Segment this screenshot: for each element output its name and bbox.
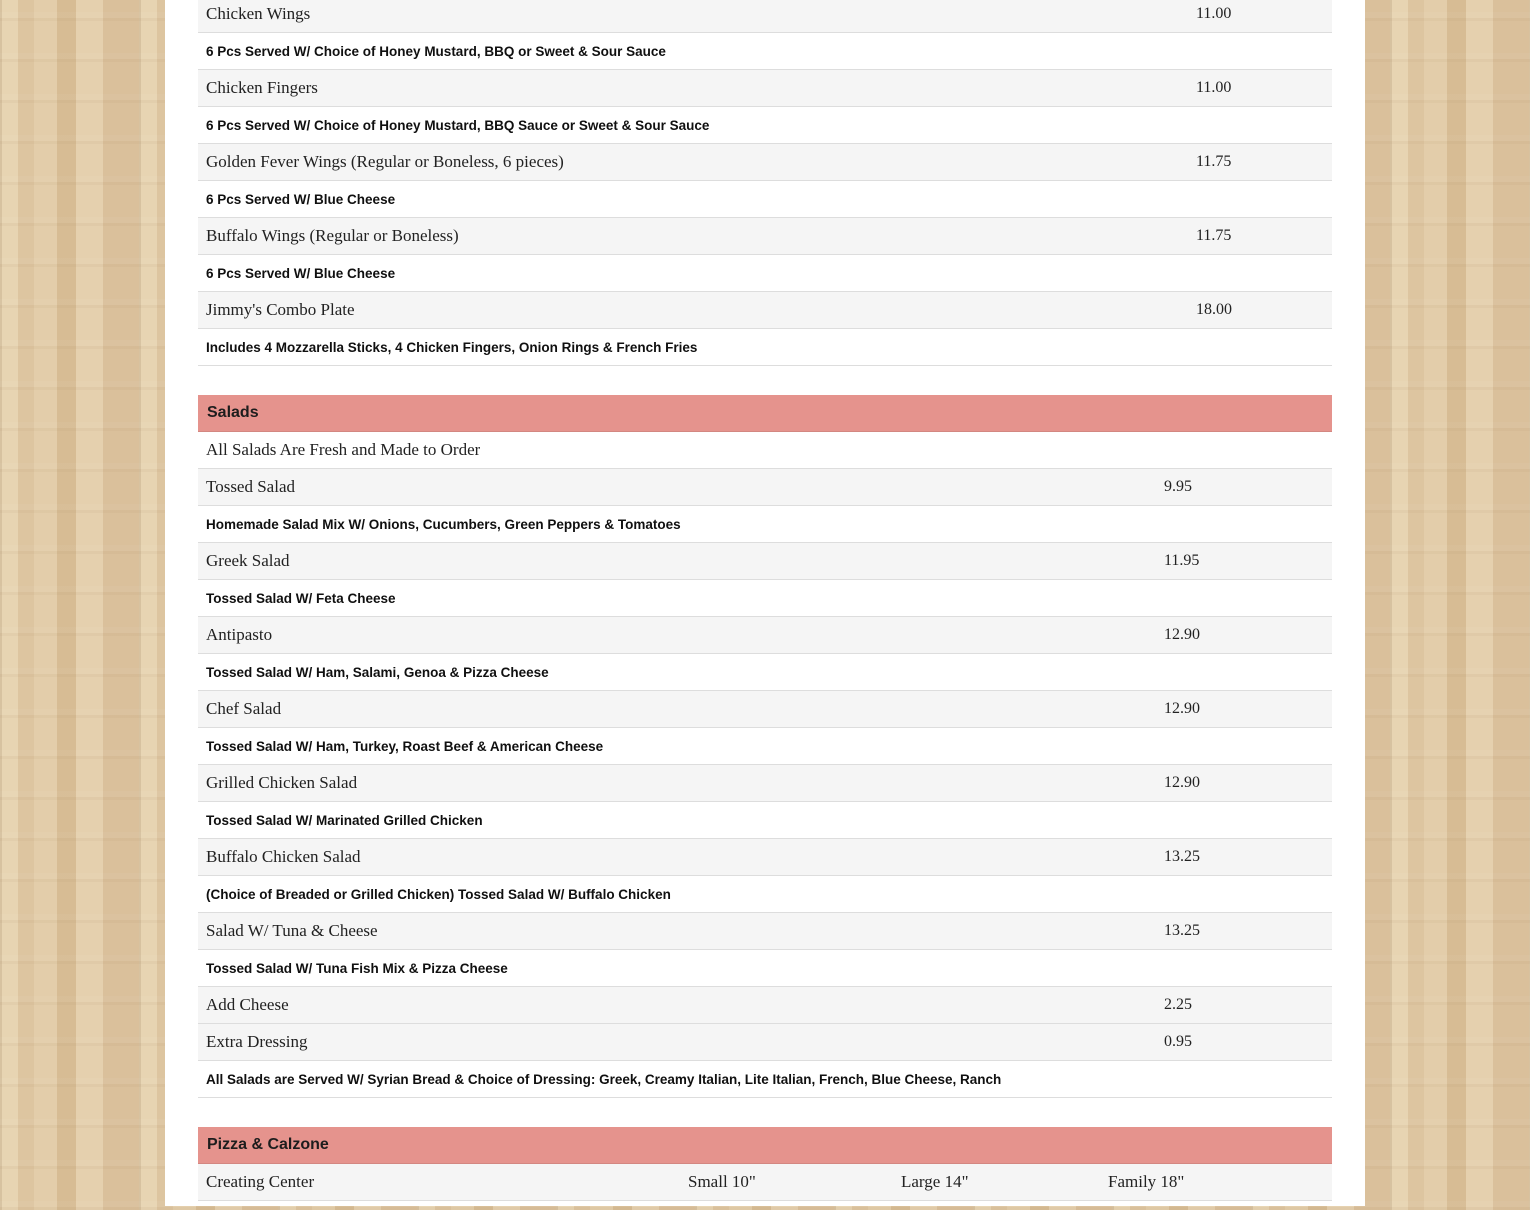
menu-item-price: 18.00 [1196, 301, 1232, 318]
size-columns-row [198, 1164, 1332, 1201]
menu-item-description: Tossed Salad W/ Ham, Salami, Genoa & Pizza Cheese [206, 664, 549, 680]
menu-item-row[interactable] [198, 617, 1332, 654]
section-note: All Salads Are Fresh and Made to Order [206, 440, 481, 459]
size-column-header: Family 18" [1108, 1172, 1185, 1191]
menu-item-price: 11.75 [1196, 227, 1232, 244]
menu-item-price: 12.90 [1164, 700, 1200, 717]
section-title: Salads [207, 404, 259, 421]
section-rows [198, 432, 1332, 1098]
menu-item-price: 11.95 [1164, 552, 1200, 569]
menu-item-name: Antipasto [206, 625, 273, 644]
section-rows [198, 1164, 1332, 1201]
menu-item-price: 12.90 [1164, 774, 1200, 791]
menu-item-description: Tossed Salad W/ Marinated Grilled Chicken [206, 812, 483, 828]
menu-item-description: 6 Pcs Served W/ Choice of Honey Mustard, BBQ Sauce or Sweet & Sour Sauce [206, 117, 710, 133]
menu-item-description-row [198, 255, 1332, 292]
menu-item-description-row [198, 181, 1332, 218]
menu-item-description-row [198, 950, 1332, 987]
menu-item-description-row [198, 1061, 1332, 1098]
menu-item-row[interactable] [198, 1024, 1332, 1061]
menu-item-name: Extra Dressing [206, 1032, 308, 1051]
section-header [198, 1127, 1332, 1164]
menu-item-price: 13.25 [1164, 848, 1200, 865]
menu-item-description-row [198, 33, 1332, 70]
menu-item-price: 0.95 [1164, 1033, 1192, 1050]
section-rows [198, 0, 1332, 366]
menu-item-row[interactable] [198, 765, 1332, 802]
menu-item-description: All Salads are Served W/ Syrian Bread & Choice of Dressing: Greek, Creamy Italian, Lite Italian, French, Blue Cheese, Ranch [206, 1071, 1002, 1087]
menu-item-row[interactable] [198, 691, 1332, 728]
menu-item-description-row [198, 654, 1332, 691]
section-note-row [198, 432, 1332, 469]
menu-section [198, 395, 1332, 1098]
section-title: Pizza & Calzone [207, 1136, 329, 1153]
menu-panel [165, 0, 1365, 1206]
menu-item-price: 9.95 [1164, 478, 1192, 495]
size-column-header: Large 14" [901, 1172, 969, 1191]
size-column-header: Small 10" [688, 1172, 756, 1191]
menu-item-name: Golden Fever Wings (Regular or Boneless, 6 pieces) [206, 152, 564, 171]
menu-item-row[interactable] [198, 987, 1332, 1024]
menu-item-description: Tossed Salad W/ Feta Cheese [206, 590, 396, 606]
menu-item-description: 6 Pcs Served W/ Blue Cheese [206, 191, 396, 207]
menu-item-price: 2.25 [1164, 996, 1192, 1013]
menu-item-description-row [198, 580, 1332, 617]
menu-item-name: Chicken Wings [206, 4, 311, 23]
menu-item-price: 11.75 [1196, 153, 1232, 170]
menu-item-name: Grilled Chicken Salad [206, 773, 358, 792]
menu-item-price: 12.90 [1164, 626, 1200, 643]
menu-item-row[interactable] [198, 70, 1332, 107]
menu-item-row[interactable] [198, 0, 1332, 33]
menu-item-row[interactable] [198, 839, 1332, 876]
menu-item-row[interactable] [198, 218, 1332, 255]
menu-item-description: Includes 4 Mozzarella Sticks, 4 Chicken Fingers, Onion Rings & French Fries [206, 339, 698, 355]
menu-item-description: 6 Pcs Served W/ Blue Cheese [206, 265, 396, 281]
menu-item-row[interactable] [198, 913, 1332, 950]
menu-item-name: Chicken Fingers [206, 78, 318, 97]
menu-item-name: Buffalo Wings (Regular or Boneless) [206, 226, 459, 245]
menu-item-name: Salad W/ Tuna & Cheese [206, 921, 378, 940]
menu-item-name: Jimmy's Combo Plate [206, 300, 355, 319]
menu-item-name: Greek Salad [206, 551, 290, 570]
menu-item-row[interactable] [198, 144, 1332, 181]
menu-item-price: 13.25 [1164, 922, 1200, 939]
menu-section [198, 1127, 1332, 1201]
menu-item-price: 11.00 [1196, 5, 1232, 22]
menu-item-description-row [198, 802, 1332, 839]
menu-item-description-row [198, 329, 1332, 366]
menu-item-description: Tossed Salad W/ Tuna Fish Mix & Pizza Cheese [206, 960, 508, 976]
menu-item-row[interactable] [198, 469, 1332, 506]
menu-item-name: Add Cheese [206, 995, 289, 1014]
section-header [198, 395, 1332, 432]
menu-item-name: Chef Salad [206, 699, 282, 718]
menu-item-description: (Choice of Breaded or Grilled Chicken) Tossed Salad W/ Buffalo Chicken [206, 886, 671, 902]
menu-item-row[interactable] [198, 292, 1332, 329]
menu-sections [198, 0, 1332, 1201]
menu-item-description: 6 Pcs Served W/ Choice of Honey Mustard, BBQ or Sweet & Sour Sauce [206, 43, 666, 59]
menu-item-description-row [198, 107, 1332, 144]
menu-item-description-row [198, 876, 1332, 913]
menu-item-description: Tossed Salad W/ Ham, Turkey, Roast Beef & American Cheese [206, 738, 604, 754]
size-columns-label: Creating Center [206, 1172, 315, 1191]
menu-item-name: Buffalo Chicken Salad [206, 847, 361, 866]
menu-item-description-row [198, 506, 1332, 543]
menu-item-description: Homemade Salad Mix W/ Onions, Cucumbers, Green Peppers & Tomatoes [206, 516, 681, 532]
menu-item-name: Tossed Salad [206, 477, 295, 496]
menu-section [198, 0, 1332, 366]
menu-item-row[interactable] [198, 543, 1332, 580]
menu-item-price: 11.00 [1196, 79, 1232, 96]
menu-item-description-row [198, 728, 1332, 765]
